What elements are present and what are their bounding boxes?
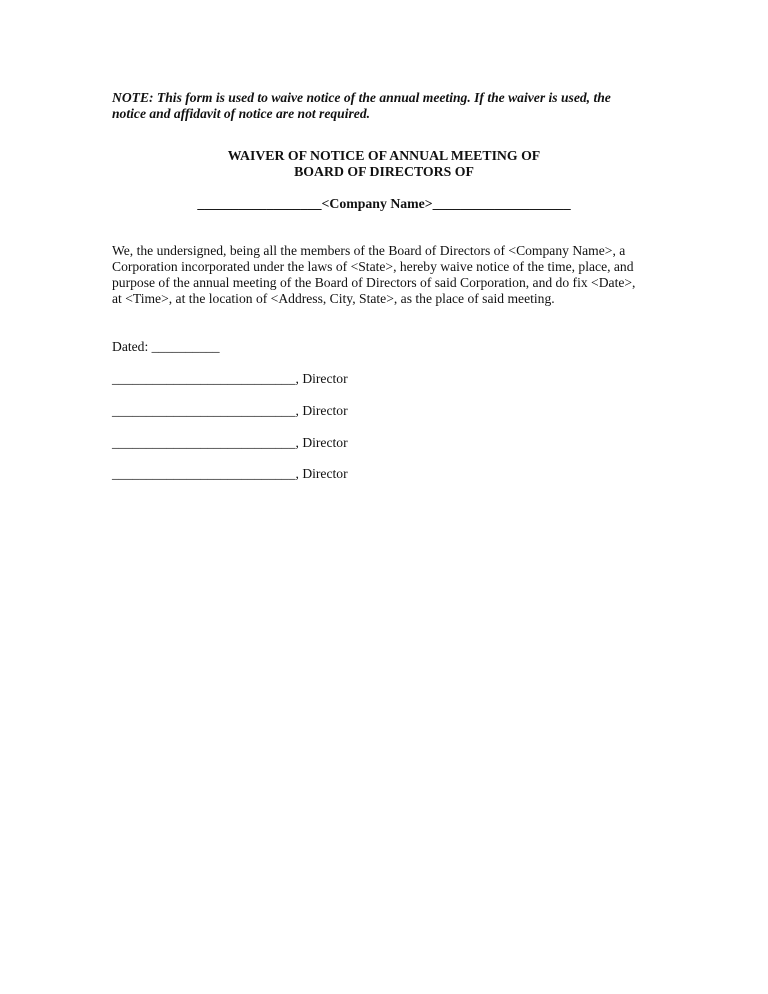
document-title-line-2: BOARD OF DIRECTORS OF [294, 164, 474, 179]
director-signature-line-3: ___________________________, Director [112, 435, 348, 450]
dated-line: Dated: __________ [112, 339, 220, 354]
waiver-body-paragraph: We, the undersigned, being all the members of the Board of Directors of <Company Name>, a Corporation incorporated under the laws of <State>, hereby waive notice of the time, place, and purpose of the annual meeting of the Board of Directors of said Corporation, and do fix <Date>, at <Time>, at the location of <Address, City, State>, as the place of said meeting. [112, 243, 636, 306]
company-name-line: __________________<Company Name>____________________ [197, 196, 571, 211]
document-title-line-1: WAIVER OF NOTICE OF ANNUAL MEETING OF [227, 148, 541, 163]
director-signature-line-4: ___________________________, Director [112, 466, 348, 481]
director-signature-line-1: ___________________________, Director [112, 371, 348, 386]
instruction-note: NOTE: This form is used to waive notice of the annual meeting. If the waiver is used, the notice and affidavit of notice are not required. [112, 90, 611, 121]
director-signature-line-2: ___________________________, Director [112, 403, 348, 418]
